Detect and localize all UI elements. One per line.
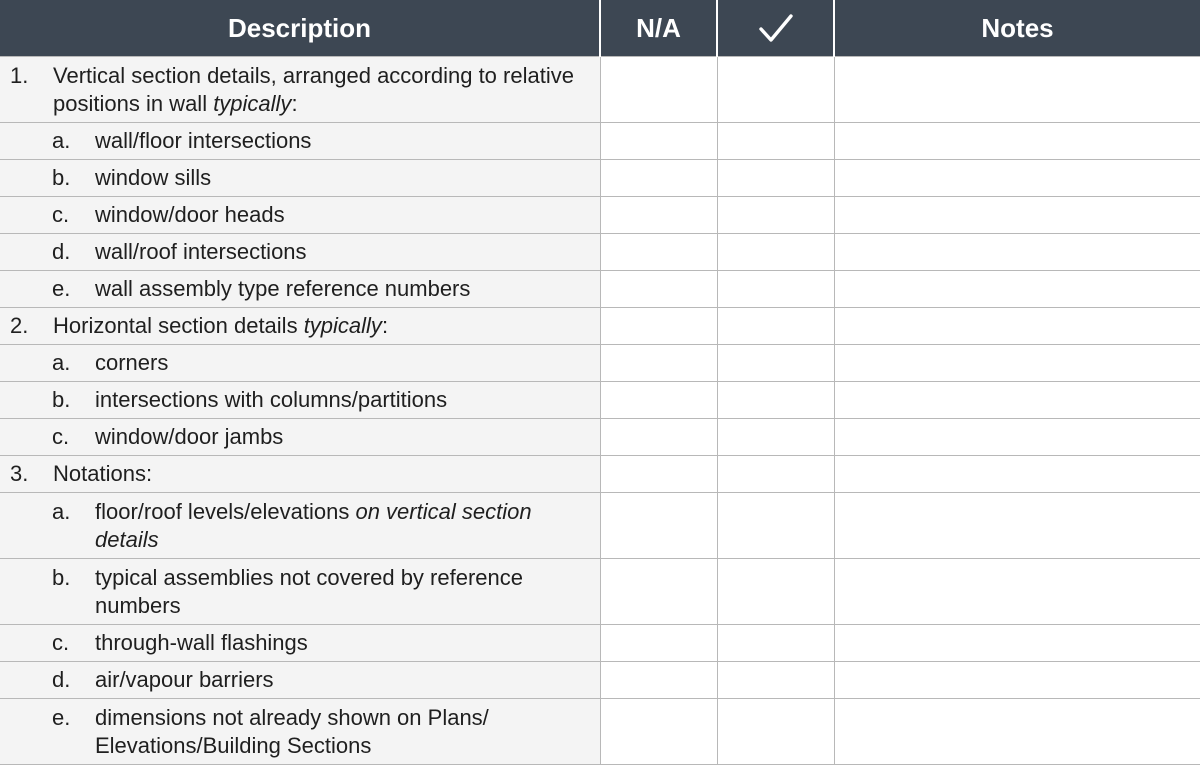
description-cell xyxy=(0,456,600,493)
item-text: window/door jambs xyxy=(95,424,284,449)
item-text: wall assembly type reference numbers xyxy=(95,276,471,301)
na-cell[interactable] xyxy=(600,456,717,493)
header-check xyxy=(717,0,834,57)
check-cell[interactable] xyxy=(717,419,834,456)
description-cell xyxy=(0,625,600,662)
header-description: Description xyxy=(0,0,600,57)
description-cell xyxy=(0,271,600,308)
check-cell[interactable] xyxy=(717,160,834,197)
table-row xyxy=(0,419,1200,456)
item-marker: b. xyxy=(52,165,71,190)
check-cell[interactable] xyxy=(717,57,834,123)
check-cell[interactable] xyxy=(717,308,834,345)
item-text: air/vapour barriers xyxy=(95,667,274,692)
description-cell xyxy=(0,123,600,160)
list-item xyxy=(0,238,600,266)
item-marker: d. xyxy=(52,667,71,692)
item-marker: 3. xyxy=(10,461,29,486)
description-cell xyxy=(0,160,600,197)
notes-cell[interactable] xyxy=(834,234,1200,271)
item-marker: c. xyxy=(52,202,70,227)
check-cell[interactable] xyxy=(717,197,834,234)
table-row xyxy=(0,456,1200,493)
table-row xyxy=(0,493,1200,559)
notes-cell[interactable] xyxy=(834,197,1200,234)
notes-cell[interactable] xyxy=(834,419,1200,456)
na-cell[interactable] xyxy=(600,699,717,765)
table-row xyxy=(0,345,1200,382)
description-cell xyxy=(0,57,600,123)
table-row xyxy=(0,197,1200,234)
item-text: dimensions not already shown on Plans/ Elevations/Building Sections xyxy=(95,704,489,758)
table-row xyxy=(0,271,1200,308)
description-cell xyxy=(0,234,600,271)
na-cell[interactable] xyxy=(600,493,717,559)
list-item xyxy=(0,275,600,303)
item-marker: a. xyxy=(52,350,71,375)
table-row xyxy=(0,699,1200,765)
na-cell[interactable] xyxy=(600,197,717,234)
notes-cell[interactable] xyxy=(834,345,1200,382)
list-item xyxy=(0,498,600,554)
list-item xyxy=(0,666,600,694)
notes-cell[interactable] xyxy=(834,662,1200,699)
header-na: N/A xyxy=(600,0,717,57)
na-cell[interactable] xyxy=(600,345,717,382)
notes-cell[interactable] xyxy=(834,123,1200,160)
description-cell xyxy=(0,699,600,765)
notes-cell[interactable] xyxy=(834,559,1200,625)
na-cell[interactable] xyxy=(600,123,717,160)
notes-cell[interactable] xyxy=(834,456,1200,493)
item-text: window sills xyxy=(95,165,212,190)
notes-cell[interactable] xyxy=(834,625,1200,662)
item-marker: e. xyxy=(52,704,71,730)
item-text: intersections with columns/partitions xyxy=(95,387,448,412)
check-cell[interactable] xyxy=(717,559,834,625)
item-text: corners xyxy=(95,350,169,375)
item-text: floor/roof levels/elevations on vertical section details xyxy=(95,498,532,552)
na-cell[interactable] xyxy=(600,57,717,123)
item-text: wall/floor intersections xyxy=(95,128,312,153)
table-row xyxy=(0,559,1200,625)
na-cell[interactable] xyxy=(600,308,717,345)
list-item xyxy=(0,386,600,414)
notes-cell[interactable] xyxy=(834,308,1200,345)
na-cell[interactable] xyxy=(600,559,717,625)
item-marker: a. xyxy=(52,128,71,153)
list-item xyxy=(0,349,600,377)
description-cell xyxy=(0,419,600,456)
notes-cell[interactable] xyxy=(834,57,1200,123)
check-cell[interactable] xyxy=(717,456,834,493)
check-cell[interactable] xyxy=(717,699,834,765)
table-row xyxy=(0,160,1200,197)
description-cell xyxy=(0,382,600,419)
item-text: wall/roof intersections xyxy=(95,239,307,264)
item-marker: c. xyxy=(52,424,70,449)
notes-cell[interactable] xyxy=(834,493,1200,559)
check-cell[interactable] xyxy=(717,271,834,308)
na-cell[interactable] xyxy=(600,234,717,271)
item-marker: a. xyxy=(52,498,71,524)
notes-cell[interactable] xyxy=(834,271,1200,308)
list-item xyxy=(0,629,600,657)
header-row xyxy=(0,0,1200,57)
check-cell[interactable] xyxy=(717,234,834,271)
description-cell xyxy=(0,559,600,625)
table-row xyxy=(0,234,1200,271)
item-text: through-wall flashings xyxy=(95,630,308,655)
check-cell[interactable] xyxy=(717,493,834,559)
item-marker: c. xyxy=(52,630,70,655)
item-text: Horizontal section details typically: xyxy=(53,313,389,338)
item-marker: b. xyxy=(52,387,71,412)
item-text: Vertical section details, arranged according to relative positions in wall typically: xyxy=(53,62,574,116)
item-marker: 1. xyxy=(10,62,29,88)
description-cell xyxy=(0,345,600,382)
header-notes: Notes xyxy=(834,0,1200,57)
notes-cell[interactable] xyxy=(834,382,1200,419)
description-cell xyxy=(0,662,600,699)
list-item xyxy=(0,201,600,229)
list-item xyxy=(0,312,600,340)
item-marker: b. xyxy=(52,564,71,590)
table-row xyxy=(0,662,1200,699)
list-item xyxy=(0,62,600,118)
item-marker: d. xyxy=(52,239,71,264)
table-row xyxy=(0,123,1200,160)
check-cell[interactable] xyxy=(717,345,834,382)
description-cell xyxy=(0,197,600,234)
list-item xyxy=(0,423,600,451)
table-row xyxy=(0,57,1200,123)
item-text: typical assemblies not covered by reference numbers xyxy=(95,564,523,618)
description-cell xyxy=(0,493,600,559)
item-marker: 2. xyxy=(10,313,29,338)
na-cell[interactable] xyxy=(600,625,717,662)
item-text: Notations: xyxy=(53,461,153,486)
na-cell[interactable] xyxy=(600,271,717,308)
list-item xyxy=(0,564,600,620)
table-row xyxy=(0,625,1200,662)
check-cell[interactable] xyxy=(717,625,834,662)
description-cell xyxy=(0,308,600,345)
item-marker: e. xyxy=(52,276,71,301)
list-item xyxy=(0,460,600,488)
notes-cell[interactable] xyxy=(834,160,1200,197)
na-cell[interactable] xyxy=(600,662,717,699)
notes-cell[interactable] xyxy=(834,699,1200,765)
table-row xyxy=(0,308,1200,345)
checkmark-icon xyxy=(759,14,793,44)
check-cell[interactable] xyxy=(717,123,834,160)
check-cell[interactable] xyxy=(717,662,834,699)
list-item xyxy=(0,127,600,155)
na-cell[interactable] xyxy=(600,382,717,419)
list-item xyxy=(0,164,600,192)
na-cell[interactable] xyxy=(600,160,717,197)
table-row xyxy=(0,382,1200,419)
item-text: window/door heads xyxy=(95,202,285,227)
list-item xyxy=(0,704,600,760)
check-cell[interactable] xyxy=(717,382,834,419)
na-cell[interactable] xyxy=(600,419,717,456)
